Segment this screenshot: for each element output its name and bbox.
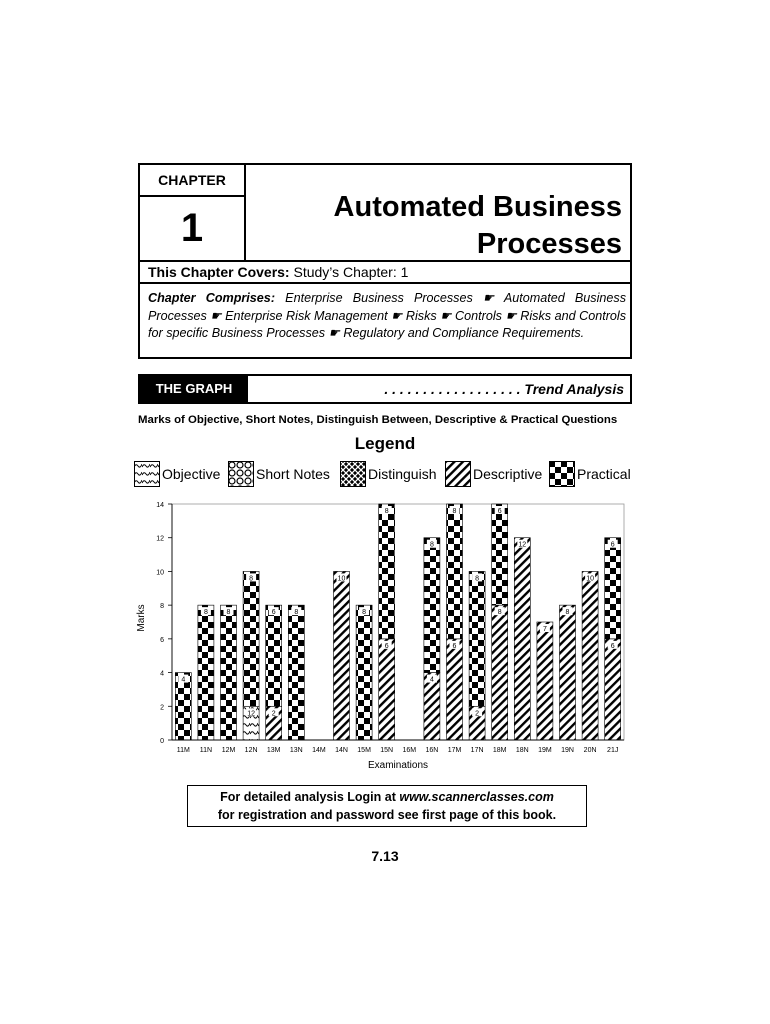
data-label: 6 xyxy=(271,609,276,617)
chart-body xyxy=(156,502,624,754)
data-label: 8 xyxy=(203,609,208,617)
data-label: 2 xyxy=(475,710,480,718)
x-tick-label: 11M xyxy=(176,747,190,754)
data-label: 8 xyxy=(249,575,254,583)
website-link[interactable]: www.scannerclasses.com xyxy=(399,790,554,804)
x-tick-label: 15M xyxy=(357,747,371,754)
x-tick-label: 12M xyxy=(221,747,236,754)
comprises-text: Enterprise Business Processes ☛ Automated Business Processes ☛ Enterprise Risk Management ☛ Risks ☛ Controls ☛ Risks and Controls for specific Business Processes ☛ Regulatory and Compliance Requirements. xyxy=(148,291,627,340)
x-axis-label: Examinations xyxy=(367,760,429,771)
bar-segment xyxy=(243,571,259,706)
bar-segment xyxy=(221,605,237,740)
x-tick-label: 19N xyxy=(561,747,574,754)
y-tick-label: 0 xyxy=(160,738,164,745)
covers-text: Study’s Chapter: 1 xyxy=(293,264,409,280)
data-label: 7 xyxy=(542,626,547,633)
bar-segment xyxy=(469,571,485,706)
chapter-number: 1 xyxy=(140,197,246,260)
legend-label: Descriptive xyxy=(473,466,543,482)
legend-label: Practical xyxy=(577,466,631,482)
chapter-comprises xyxy=(148,290,626,343)
bar-segment xyxy=(198,605,214,740)
bar-segment xyxy=(447,639,463,740)
x-tick-label: 11N xyxy=(199,747,213,754)
y-tick-label: 10 xyxy=(156,569,164,577)
bar-segment xyxy=(605,639,621,740)
bar-segment xyxy=(447,504,463,639)
data-label: 10 xyxy=(586,575,594,583)
x-tick-label: 18N xyxy=(515,747,529,754)
bar-segment xyxy=(356,605,372,740)
y-tick-label: 8 xyxy=(160,603,164,611)
x-tick-label: 18M xyxy=(492,747,507,754)
trend-label: Trend Analysis xyxy=(524,381,624,397)
chapter-title xyxy=(262,189,622,263)
bar-segment xyxy=(560,605,576,740)
x-tick-label: 13N xyxy=(289,747,303,754)
comprises-label: Chapter Comprises: xyxy=(148,291,276,305)
bar-segment xyxy=(582,571,598,740)
y-tick-label: 14 xyxy=(156,502,164,509)
bar-segment xyxy=(334,571,350,740)
x-tick-label: 12N xyxy=(244,747,258,754)
chapter-label: CHAPTER xyxy=(140,165,246,197)
bar-segment xyxy=(492,504,508,605)
legend-label: Objective xyxy=(162,466,221,482)
x-tick-label: 17N xyxy=(470,747,484,754)
trend-analysis xyxy=(384,376,624,402)
data-label: 8 xyxy=(497,609,502,617)
x-tick-label: 21J xyxy=(607,747,619,754)
bar-segment xyxy=(424,538,440,673)
plot-frame xyxy=(172,504,624,740)
x-tick-label: 19M xyxy=(538,747,552,754)
data-label: 10 xyxy=(337,575,346,583)
bar-segment xyxy=(266,605,282,706)
bar-segment xyxy=(514,538,530,740)
distinguish-swatch xyxy=(340,461,366,487)
y-tick-label: 4 xyxy=(160,670,164,678)
marks-chart xyxy=(130,496,640,776)
legend-title: Legend xyxy=(354,434,416,453)
page-number: 7.13 xyxy=(371,848,399,864)
practical-swatch xyxy=(549,461,575,487)
data-label: 8 xyxy=(565,609,570,617)
bar-segment xyxy=(492,605,508,740)
y-axis-label: Marks xyxy=(136,604,147,632)
y-tick-label: 12 xyxy=(156,535,164,543)
x-tick-label: 14M xyxy=(312,747,326,754)
login-info-box xyxy=(187,785,587,827)
x-tick-label: 15N xyxy=(380,747,394,754)
short-notes-swatch xyxy=(228,461,254,487)
data-label: 6 xyxy=(452,642,457,650)
data-label: 8 xyxy=(226,609,231,617)
bar-segment xyxy=(605,538,621,639)
data-label: 4 xyxy=(181,676,186,684)
x-tick-label: 14N xyxy=(335,747,348,754)
data-label: 8 xyxy=(452,508,457,515)
legend-label: Distinguish xyxy=(368,466,437,482)
descriptive-swatch xyxy=(445,461,471,487)
data-label: 12 xyxy=(518,541,527,549)
dot-leader: . . . . . . . . . . . . . . . . . . xyxy=(384,381,521,397)
data-label: 6 xyxy=(610,541,615,549)
data-label: 6 xyxy=(610,642,615,650)
chapter-title-line1: Automated Business xyxy=(333,191,622,223)
data-label: 4 xyxy=(429,676,434,684)
login-line-1 xyxy=(188,788,586,806)
data-label: 8 xyxy=(475,575,480,583)
x-tick-label: 16M xyxy=(402,747,417,754)
chapter-header xyxy=(138,163,632,359)
x-tick-label: 13M xyxy=(266,747,281,754)
graph-bar xyxy=(138,374,632,404)
legend-label: Short Notes xyxy=(256,466,330,482)
data-label: 8 xyxy=(429,541,434,549)
chapter-title-line2: Processes xyxy=(476,228,622,260)
data-label: 8 xyxy=(362,609,367,617)
bar-segment xyxy=(379,639,395,740)
data-label: 8 xyxy=(384,508,389,515)
bar-segment xyxy=(379,504,395,639)
bar-segment xyxy=(537,622,553,740)
marks-caption: Marks of Objective, Short Notes, Distinguish Between, Descriptive & Practical Questions xyxy=(138,414,618,426)
login-line-2: for registration and password see first page of this book. xyxy=(217,808,557,822)
data-label: 6 xyxy=(497,508,502,515)
objective-swatch xyxy=(134,461,160,487)
x-tick-label: 16N xyxy=(425,747,439,754)
data-label: 8 xyxy=(294,609,299,617)
graph-label: THE GRAPH xyxy=(140,376,248,402)
chapter-covers xyxy=(140,260,630,284)
data-label: 6 xyxy=(384,642,389,650)
y-tick-label: 6 xyxy=(160,636,164,644)
bar-segment xyxy=(288,605,304,740)
login-prefix: For detailed analysis Login at xyxy=(220,790,400,804)
data-label: 2 xyxy=(271,710,276,718)
data-label: 12 xyxy=(247,710,255,718)
x-tick-label: 20N xyxy=(583,747,597,754)
y-tick-label: 2 xyxy=(160,704,164,712)
covers-label: This Chapter Covers: xyxy=(148,264,290,280)
x-tick-label: 17M xyxy=(447,747,462,754)
